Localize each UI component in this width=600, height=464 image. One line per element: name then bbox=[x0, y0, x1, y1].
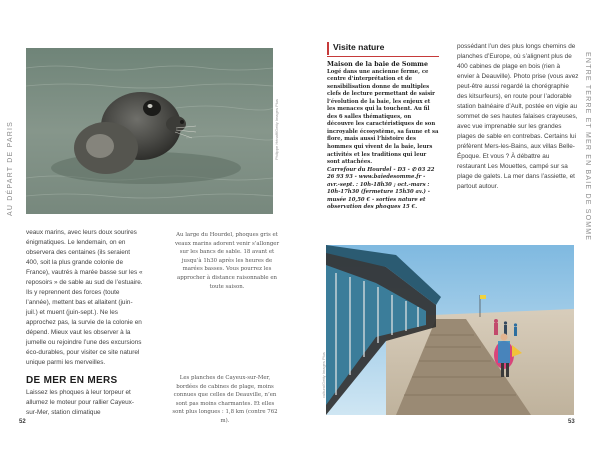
section-heading: DE MER EN MERS bbox=[26, 375, 118, 386]
sidebar-practical-info: Carrefour du Hourdel - D3 - ✆ 03 22 26 93 93 - www.baiedesomme.fr - avr.-sept. : 10h-18h30 ; oct.-mars : 10h-17h30 (fermeture 15h30 av.) - musée 10,50 € - sorties nature et observation des phoques 15 €. bbox=[327, 166, 435, 211]
beach-photo-credit: cultura/Getty Images Plus bbox=[321, 352, 326, 398]
beach-photo-graphic bbox=[326, 245, 574, 415]
sidebar-venue-name: Maison de la baie de Somme bbox=[327, 61, 428, 68]
running-header-left-text: AU DÉPART DE PARIS bbox=[7, 121, 14, 216]
running-header-right bbox=[582, 52, 592, 252]
seal-caption: Au large du Hourdel, phoques gris et veaux marins adorent venir s’allonger sur les bancs de sable. 18 avant et jusqu’à 1h30 après les heures de marées basses. Vous pourrez les approcher à distance raisonnable en toute saison. bbox=[174, 232, 280, 290]
seal-photo-credit: Philippe Hénaff/Getty Images Plus bbox=[274, 99, 279, 160]
beach-cabins-photo bbox=[326, 245, 574, 415]
sidebar-description: Logé dans une ancienne ferme, ce centre d’interprétation et de sensibilisation donne de multiples clefs de lecture permettant de saisir l’évolution de la baie, les enjeux et les menaces qui la touchent. Au fil des 6 salles thématiques, on découvre les caractéristiques de son incroyable écosystème, sa faune et sa flore, mais aussi l’histoire des hommes qui vivent de la baie, leurs activités et les traditions qui leur sont attachées. bbox=[327, 68, 439, 166]
page-number-right: 53 bbox=[568, 419, 575, 425]
running-header-right-text: ENTRE TERRE ET MER EN BAIE DE SOMME bbox=[584, 52, 591, 242]
left-body-text-2: Laissez les phoques à leur torpeur et allumez le moteur pour rallier Cayeux-sur-Mer, station climatique bbox=[26, 389, 134, 416]
left-body-text: veaux marins, avec leurs doux sourires énigmatiques. Le lendemain, on en observera des centaines (ils seraient 400, soit la plus grande colonie de France), vautrés à marée basse sur les « reposoirs » de sable au sud de l’estuaire. Ils y reprennent des forces (toute l’année), mettent bas et allaitent (juin-juil.) et muent (juin-sept.). Ne les approchez pas, la survie de la colonie en dépend. Mieux vaut les observer à la jumelle ou rejoindre l’une des excursions éco-durables, pour visiter ce site naturel unique parmi les merveilles. bbox=[26, 229, 143, 366]
right-body-text: possédant l’un des plus longs chemins de planches d’Europe, où s’alignent plus de 400 cabines de plage en bois (rien à envier à Deauville). Photo prise (vous avez peut-être aussi regardé la chorégraphie des kitsurfeurs), en route pour l’adorable station balnéaire d’Ault, postée en vigie au sommet de ses hautes falaises crayeuses, avec vue imprenable sur les grandes plages de sable en contrebas. Certains lui préfèrent Mers-les-Bains, aux villas Belle-Époque. Et vous ? À débattre au restaurant Les Mouettes, campé sur sa plage de galets. La mer dans l’assiette, et partout autour. bbox=[457, 43, 579, 190]
seal-photo bbox=[26, 48, 273, 214]
sidebar-body bbox=[327, 61, 439, 212]
beach-caption: Les planches de Cayeux-sur-Mer, bordées de cabines de plage, moins connues que celles de Deauville, n’en sont pas moins charmantes. Et elles sont plus longues : 1,8 km (contre 762 m). bbox=[172, 375, 278, 424]
page-number-left: 52 bbox=[19, 419, 26, 425]
sidebar-rule bbox=[327, 56, 439, 57]
sidebar-title: Visite nature bbox=[333, 42, 385, 52]
visite-nature-box bbox=[327, 42, 439, 228]
sidebar-accent-bar bbox=[327, 42, 329, 55]
seal-photo-graphic bbox=[26, 48, 273, 214]
running-header-left bbox=[5, 46, 15, 216]
